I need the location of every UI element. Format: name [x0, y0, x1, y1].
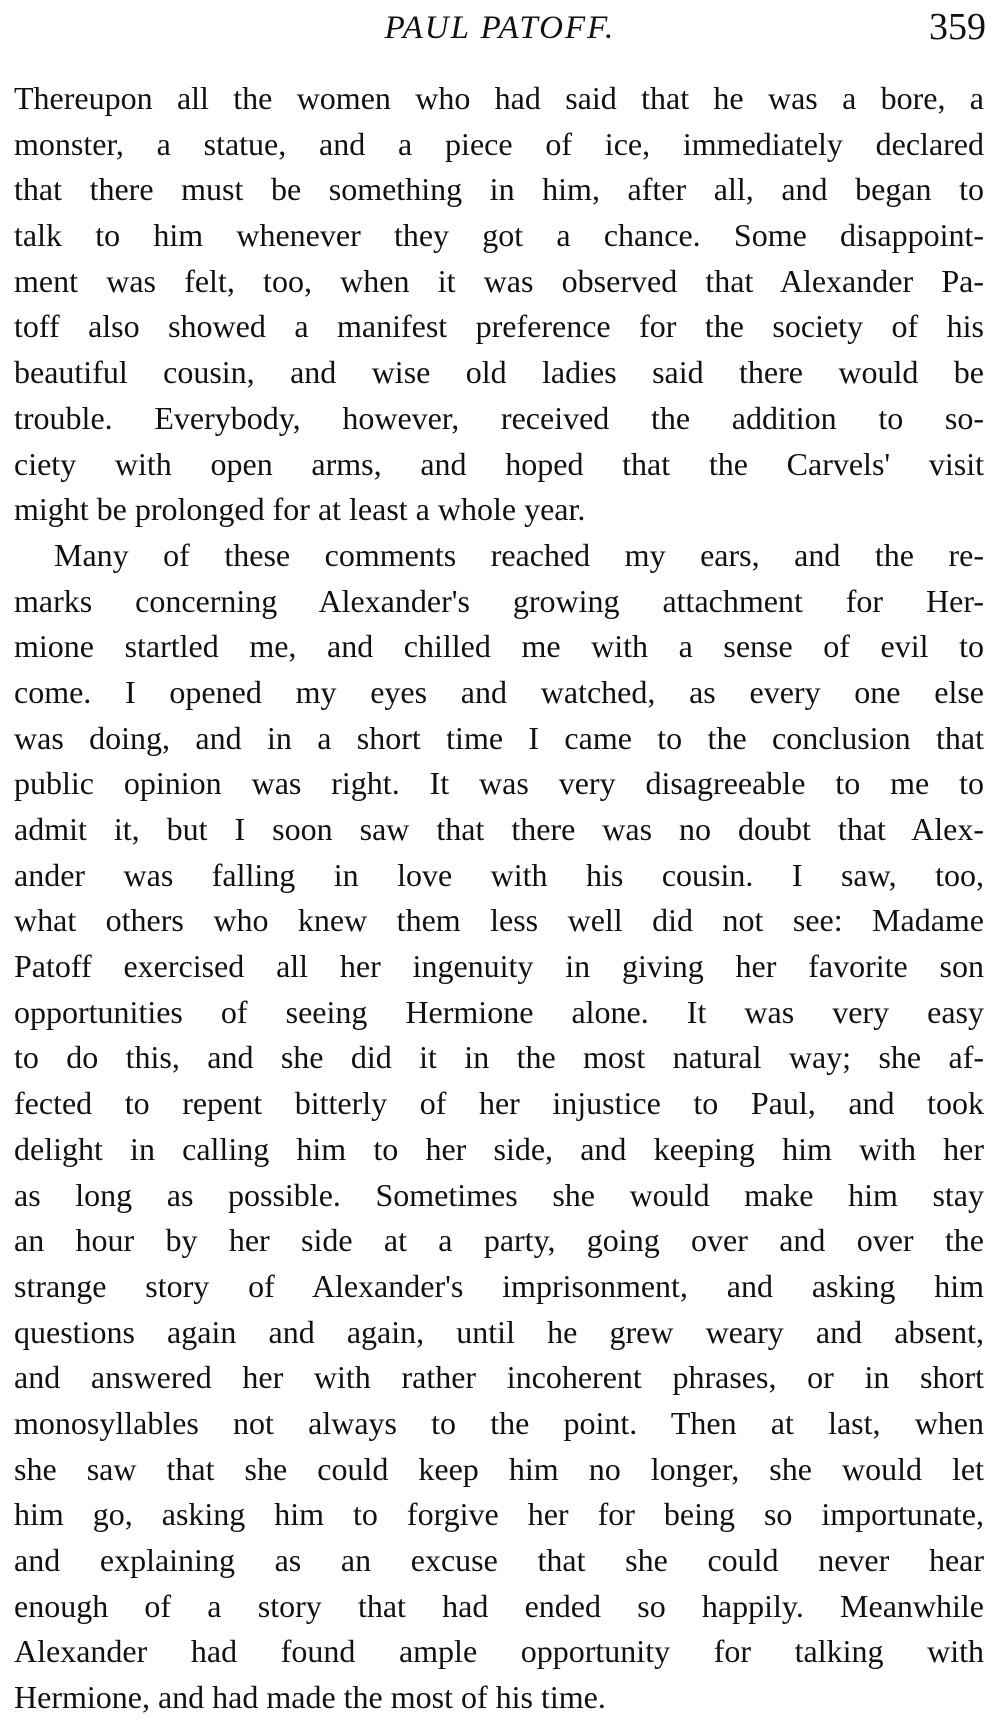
text-line: fected to repent bitterly of her injustice to Paul, and took — [14, 1085, 984, 1122]
text-line: beautiful cousin, and wise old ladies said there would be — [14, 354, 984, 391]
text-line: opportunities of seeing Hermione alone. It was very easy — [14, 993, 984, 1030]
text-line: was doing, and in a short time I came to the conclusion that — [14, 719, 984, 756]
text-line: that there must be something in him, after all, and began to — [14, 171, 984, 208]
page-number: 359 — [929, 6, 986, 48]
text-line: come. I opened my eyes and watched, as every one else — [14, 673, 984, 710]
text-line: an hour by her side at a party, going over and over the — [14, 1222, 984, 1259]
running-title: PAUL PATOFF. — [384, 10, 616, 46]
text-line: Alexander had found ample opportunity for talking with — [14, 1633, 984, 1670]
text-line: public opinion was right. It was very disagreeable to me to — [14, 765, 984, 802]
text-line: Hermione, and had made the most of his time. — [14, 1679, 606, 1716]
text-line: Many of these comments reached my ears, and the re- — [54, 536, 984, 573]
text-line: admit it, but I soon saw that there was no doubt that Alex- — [14, 811, 984, 847]
text-line: ander was falling in love with his cousin. I saw, too, — [14, 856, 984, 893]
text-line: enough of a story that had ended so happily. Meanwhile — [14, 1587, 984, 1624]
text-line: what others who knew them less well did not see: Madame — [14, 902, 984, 939]
text-line: ment was felt, too, when it was observed that Alexander Pa- — [14, 262, 984, 299]
text-line: ciety with open arms, and hoped that the Carvels' visit — [14, 445, 984, 482]
text-line: she saw that she could keep him no longer, she would let — [14, 1450, 984, 1487]
text-line: Patoff exercised all her ingenuity in giving her favorite son — [14, 948, 984, 985]
text-line: talk to him whenever they got a chance. Some disappoint- — [14, 217, 984, 254]
text-line: questions again and again, until he grew weary and absent, — [14, 1313, 984, 1350]
text-line: trouble. Everybody, however, received the addition to so- — [14, 399, 984, 436]
text-line: and explaining as an excuse that she could never hear — [14, 1542, 984, 1578]
text-line: monosyllables not always to the point. Then at last, when — [14, 1404, 984, 1441]
body-text — [14, 76, 984, 1721]
text-line: to do this, and she did it in the most natural way; she af- — [14, 1039, 984, 1076]
page-header — [14, 4, 986, 60]
text-line: and answered her with rather incoherent phrases, or in short — [14, 1359, 984, 1396]
text-line: monster, a statue, and a piece of ice, immediately declared — [14, 125, 984, 162]
text-line: him go, asking him to forgive her for being so importunate, — [14, 1496, 984, 1533]
text-line: toff also showed a manifest preference for the society of his — [14, 308, 984, 345]
text-line: delight in calling him to her side, and keeping him with her — [14, 1130, 984, 1167]
text-line: might be prolonged for at least a whole year. — [14, 491, 586, 528]
text-line: strange story of Alexander's imprisonment, and asking him — [14, 1267, 984, 1304]
text-line: as long as possible. Sometimes she would make him stay — [14, 1176, 984, 1213]
text-line: marks concerning Alexander's growing attachment for Her- — [14, 582, 984, 619]
text-line: Thereupon all the women who had said that he was a bore, a — [14, 80, 984, 116]
text-line: mione startled me, and chilled me with a sense of evil to — [14, 628, 984, 665]
